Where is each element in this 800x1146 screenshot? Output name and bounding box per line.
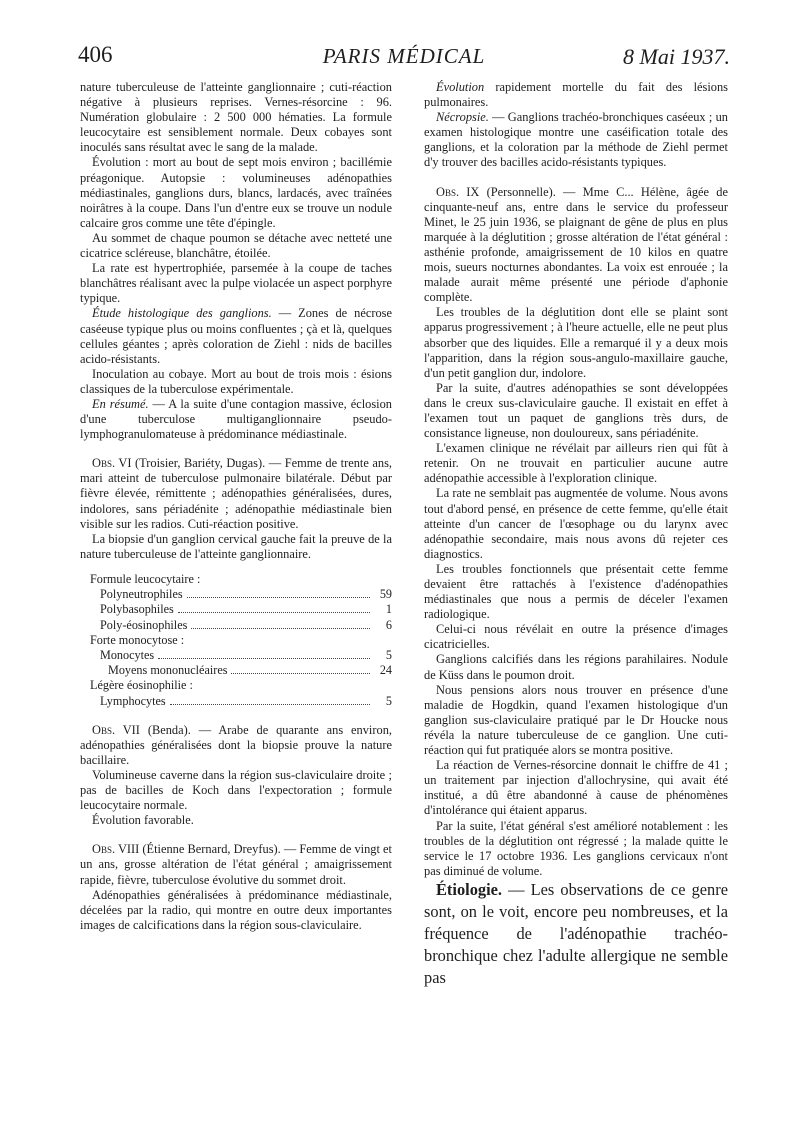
running-header bbox=[78, 42, 730, 76]
paragraph: Évolution : mort au bout de sept mois environ ; bacillémie préagonique. Autopsie : volumineuses adénopathies médiastinales, ganglions durs, blancs, lardacés, avec traînées noirâtres à la coupe. Dans l'un d'entre eux se trouve un nodule calcaire gros comme une tête d'épingle. bbox=[80, 155, 392, 230]
formula-value: 6 bbox=[385, 617, 392, 632]
paragraph-text: — Ganglions trachéo-bronchiques caséeux ; un examen histologique montre une caséification totale des ganglions, et la coloration par la méthode de Ziehl permet d'y trouver des bacilles acido-résistants typiques. bbox=[424, 110, 728, 170]
spacer bbox=[424, 171, 728, 185]
observation-7 bbox=[80, 723, 392, 768]
paragraph: La rate est hypertrophiée, parsemée à la coupe de taches blanchâtres réalisant avec la pulpe violacée un aspect porphyre typique. bbox=[80, 261, 392, 306]
formula-label: Forte monocytose : bbox=[90, 632, 185, 647]
observation-text: (Personnelle). — Mme C... Hélène, âgée de cinquante-neuf ans, entre dans le service du professeur Minet, le 25 juin 1936, se plaignant de gêne de plus en plus marquée à la déglutition ; grosse altération de l'état général : asthénie profonde, amaigrissement de 10 kilos en quatre mois, sueurs nocturnes abondantes. La voix est enrouée ; la malade aurait même présenté une période d'aphonie complète. bbox=[424, 184, 728, 305]
observation-9 bbox=[424, 185, 728, 306]
paragraph: La biopsie d'un ganglion cervical gauche fait la preuve de la nature tuberculeuse de l'atteinte ganglionnaire. bbox=[80, 531, 392, 561]
right-column bbox=[424, 80, 728, 989]
paragraph-text: rapidement mortelle du fait des lésions pulmonaires. bbox=[424, 80, 728, 110]
formula-label: Polyneutrophiles bbox=[100, 587, 183, 602]
observation-label: Obs. VI bbox=[92, 456, 132, 471]
formula-label: Monocytes bbox=[100, 647, 155, 662]
paragraph bbox=[80, 397, 392, 442]
observation-6 bbox=[80, 456, 392, 531]
formula-row bbox=[80, 602, 392, 617]
formula-row bbox=[80, 633, 392, 648]
formula-label: Légère éosinophilie : bbox=[90, 678, 193, 693]
formula-row bbox=[80, 572, 392, 587]
dot-leader bbox=[231, 673, 370, 674]
formula-value: 1 bbox=[385, 602, 392, 617]
formula-value: 24 bbox=[379, 663, 392, 678]
issue-date: 8 Mai 1937. bbox=[623, 44, 730, 69]
observation-label: Obs. VIII bbox=[92, 842, 140, 857]
dot-leader bbox=[187, 597, 370, 598]
journal-title: PARIS MÉDICAL bbox=[322, 44, 486, 68]
formula-label: Lymphocytes bbox=[100, 693, 166, 708]
paragraph: La réaction de Vernes-résorcine donnait le chiffre de 41 ; un traitement par injection d'allochrysine, qui avait été institué, a dû être abandonné à cause de phénomènes d'intolérance qui étaient apparus. bbox=[424, 758, 728, 818]
paragraph: Adénopathies généralisées à prédominance médiastinale, décelées par la radio, qui montre en outre deux importantes images de calcifications dans la région sous-claviculaire. bbox=[80, 887, 392, 932]
paragraph: Inoculation au cobaye. Mort au bout de trois mois : ésions classiques de la tuberculose expérimentale. bbox=[80, 366, 392, 396]
section-heading: Étiologie. bbox=[436, 879, 503, 899]
paragraph: Les troubles de la déglutition dont elle se plaint sont apparus progressivement ; à l'heure actuelle, elle ne peut plus absorber que des liquides. Elle a remarqué il y a deux mois l'apparition, dans la région sous-angulo-maxillaire gauche, d'un petit ganglion dur, indolore. bbox=[424, 305, 728, 380]
paragraph-text: — Zones de nécrose caséeuse typique plus ou moins confluentes ; çà et là, quelques cellules géantes ; après coloration de Ziehl : nids de bacilles acido-résistants. bbox=[80, 306, 392, 366]
formula-row bbox=[80, 663, 392, 678]
formula-row bbox=[80, 678, 392, 693]
spacer bbox=[80, 562, 392, 568]
dot-leader bbox=[191, 628, 370, 629]
formula-row bbox=[80, 618, 392, 633]
paragraph: Celui-ci nous révélait en outre la présence d'images cicatricielles. bbox=[424, 622, 728, 652]
formula-row bbox=[80, 694, 392, 709]
observation-8 bbox=[80, 842, 392, 887]
formula-label: Polybasophiles bbox=[100, 602, 174, 617]
section-label: En résumé. bbox=[92, 396, 149, 411]
paragraph: Nous pensions alors nous trouver en présence d'une maladie de Hogdkin, quand l'examen histologique d'un ganglion sus-claviculaire pratiqué par le Dr Houcke nous révéla la nature tuberculeuse de ce ganglion. Une cuti-réaction qui fut pratiquée alors se montra positive. bbox=[424, 682, 728, 758]
spacer bbox=[80, 709, 392, 723]
observation-text: (Troisier, Bariéty, Dugas). — Femme de trente ans, mari atteint de tuberculose pulmonaire bilatérale. Début par fièvre élevée, rémittente ; adénopathies généralisées, dures, indolores, sans périadénite ; adénopathie médiastinale bien visible sur les radios. Cuti-réaction positive. bbox=[80, 456, 392, 531]
observation-text: (Étienne Bernard, Dreyfus). — Femme de vingt et un ans, grosse altération de l'état général ; amaigrissement rapide, fièvre, tuberculose évolutive du sommet droit. bbox=[80, 842, 392, 887]
paragraph: Ganglions calcifiés dans les régions parahilaires. Nodule de Küss dans le poumon droit. bbox=[424, 652, 728, 682]
etiology-section bbox=[424, 879, 728, 989]
paragraph: Au sommet de chaque poumon se détache avec netteté une cicatrice scléreuse, blanchâtre, étoilée. bbox=[80, 230, 392, 261]
observation-label: Obs. IX bbox=[436, 184, 480, 199]
paragraph: Les troubles fonctionnels que présentait cette femme devaient être rattachés à l'existence d'adénopathies médiastinales que nous a permis de déceler l'examen radiologique. bbox=[424, 561, 728, 622]
formula-row bbox=[80, 648, 392, 663]
paragraph bbox=[424, 80, 728, 110]
page-number: 406 bbox=[78, 42, 113, 67]
dot-leader bbox=[170, 704, 370, 705]
paragraph: La rate ne semblait pas augmentée de volume. Nous avons tout d'abord pensé, en présence de cette femme, qu'elle était atteinte d'un cancer de l'œsophage ou du larynx avec adénopathie secondaire, mais nous avons dû rejeter ces diagnostics. bbox=[424, 486, 728, 561]
formula-row bbox=[80, 587, 392, 602]
paragraph: nature tuberculeuse de l'atteinte ganglionnaire ; cuti-réaction négative à plusieurs reprises. Vernes-résorcine : 96. Numération globulaire : 2 500 000 hématies. La formule leucocytaire est sensiblement normale. Deux cobayes sont inoculés sans résultat avec le sang de la malade. bbox=[80, 80, 392, 155]
spacer bbox=[80, 442, 392, 456]
formula-label: Poly-éosinophiles bbox=[100, 617, 188, 632]
section-label: Évolution bbox=[436, 80, 485, 94]
paragraph: Par la suite, d'autres adénopathies se sont développées dans le creux sus-claviculaire gauche. Il existait en effet à l'examen tout un paquet de ganglions très durs, de consistance ligneuse, non douloureux, sans périadénite. bbox=[424, 380, 728, 441]
paragraph: Évolution favorable. bbox=[92, 813, 194, 828]
observation-label: Obs. VII bbox=[92, 722, 140, 737]
formula-label: Formule leucocytaire : bbox=[90, 571, 201, 586]
dot-leader bbox=[178, 612, 370, 613]
formula-value: 59 bbox=[379, 587, 392, 602]
paragraph: Volumineuse caverne dans la région sus-claviculaire droite ; pas de bacilles de Koch dans l'expectoration ; formule leucocytaire normale. bbox=[80, 768, 392, 813]
observation-text: (Benda). — Arabe de quarante ans environ, adénopathies généralisées dont la biopsie prouve la nature bacillaire. bbox=[80, 722, 392, 767]
dot-leader bbox=[158, 658, 370, 659]
formula-value: 5 bbox=[385, 693, 392, 708]
spacer bbox=[80, 828, 392, 842]
paragraph: L'examen clinique ne révélait par ailleurs rien qui fût à retenir. On ne trouvait en particulier aucune autre adénopathie accessible à l'exploration clinique. bbox=[424, 441, 728, 486]
paragraph: Par la suite, l'état général s'est amélioré notablement : les troubles de la déglutition ont régressé ; la malade quitte le service le 17 octobre 1936. Les ganglions cervicaux n'ont pas diminué de volume. bbox=[424, 818, 728, 878]
paragraph bbox=[424, 110, 728, 170]
section-label: Étude histologique des ganglions. bbox=[92, 306, 272, 321]
formula-label: Moyens mononucléaires bbox=[108, 663, 228, 678]
section-label: Nécropsie. bbox=[436, 110, 489, 125]
formula-value: 5 bbox=[385, 647, 392, 662]
left-column bbox=[80, 80, 392, 933]
paragraph-text: — A la suite d'une contagion massive, éclosion d'une tuberculose multiganglionnaire pseudo-lymphogranulomateuse à prédominance médiastinale. bbox=[80, 396, 392, 442]
section-text: — Les observations de ce genre sont, on le voit, encore peu nombreuses, et la fréquence de l'adénopathie trachéo-bronchique chez l'adulte allergique ne semble pas bbox=[424, 879, 728, 987]
leucocyte-formula-table bbox=[80, 572, 392, 709]
paragraph bbox=[80, 306, 392, 366]
